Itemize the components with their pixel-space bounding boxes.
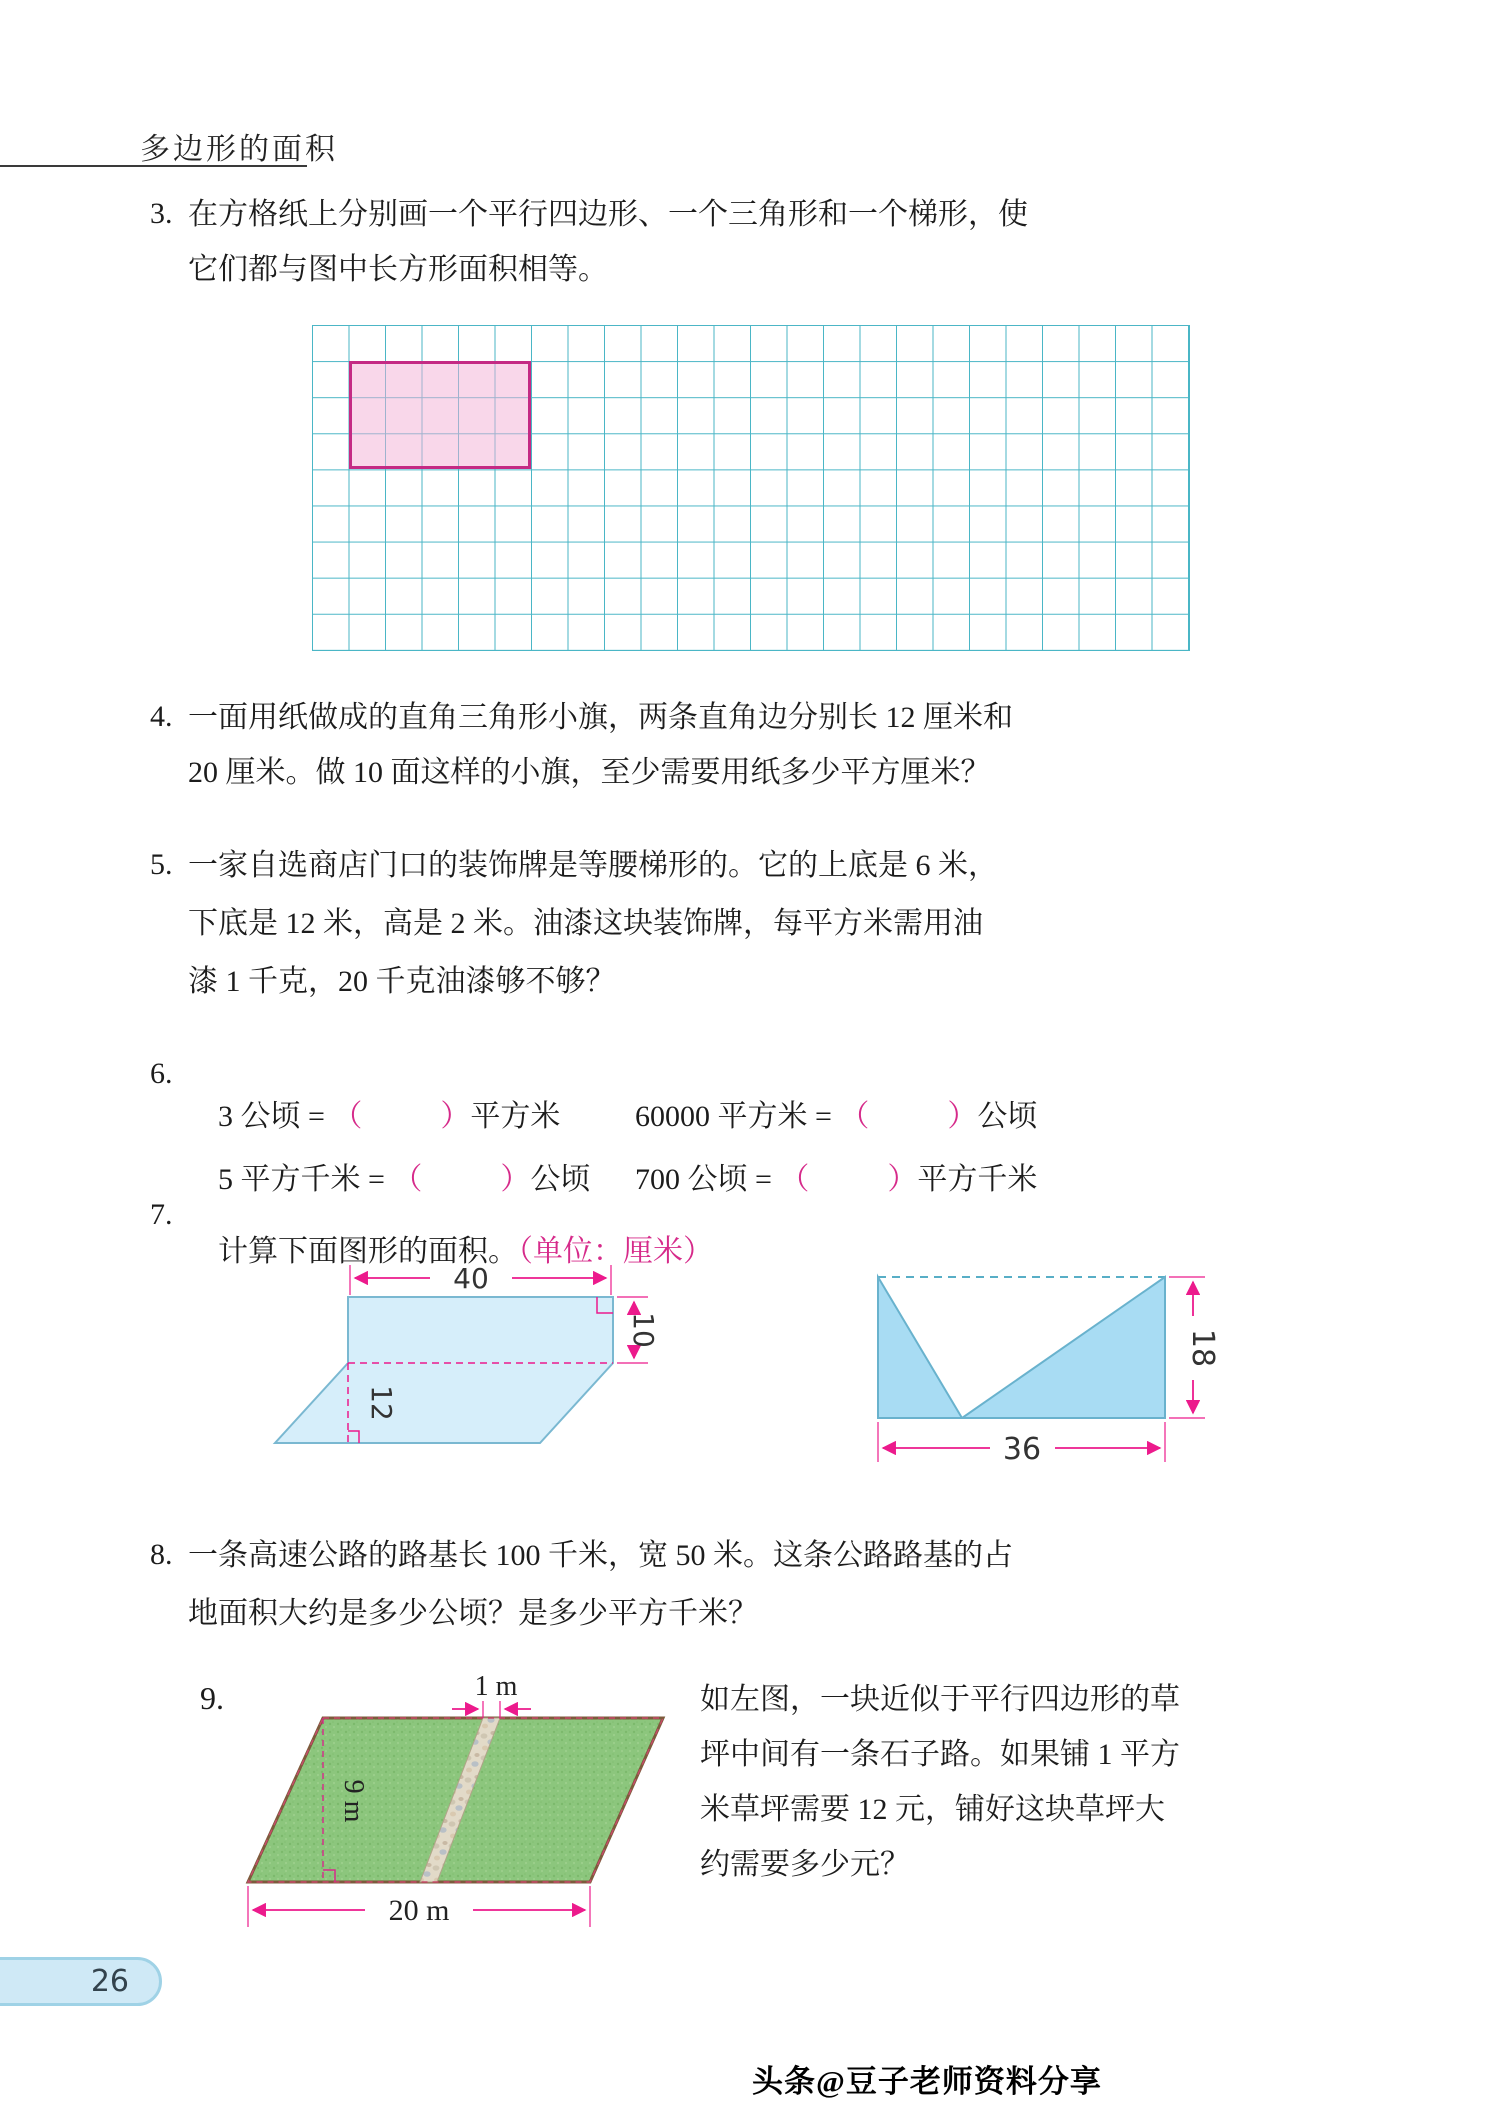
dim-label-9m: 9 m [338, 1779, 369, 1823]
paren-close: ） [500, 1163, 531, 1196]
dim-label-40: 40 [453, 1262, 489, 1295]
q4-line1: 一面用纸做成的直角三角形小旗，两条直角边分别长 12 厘米和 [188, 701, 1013, 734]
q3-line1: 在方格纸上分别画一个平行四边形、一个三角形和一个梯形，使 [188, 198, 1028, 231]
page-header-title: 多边形的面积 [140, 133, 338, 166]
q8-line1: 一条高速公路的路基长 100 千米，宽 50 米。这条公路路基的占 [188, 1539, 1013, 1572]
q6-item-1-pre: 3 公顷 = [218, 1100, 333, 1133]
q7-unit-note: （单位：厘米） [518, 1235, 713, 1268]
dim-label-20m: 20 m [388, 1894, 450, 1927]
q6-item-3-post: 公顷 [530, 1163, 591, 1196]
q5-line1: 一家自选商店门口的装饰牌是等腰梯形的。它的上底是 6 米， [188, 849, 998, 882]
paren-open: （ [839, 1100, 870, 1133]
q3-line2: 它们都与图中长方形面积相等。 [188, 253, 608, 286]
q8-number: 8. [150, 1538, 173, 1571]
q5-number: 5. [150, 848, 173, 881]
paren-close: ） [440, 1100, 471, 1133]
paren-open: （ [392, 1163, 423, 1196]
page-number-pill: 26 [0, 1957, 162, 2006]
q9-line4: 约需要多少元？ [700, 1848, 910, 1881]
dim-label-1m: 1 m [474, 1671, 518, 1702]
dim-label-10: 10 [627, 1312, 660, 1348]
composite-shape [275, 1297, 613, 1443]
q6-item-2-post: 公顷 [977, 1100, 1038, 1133]
q5-line3: 漆 1 千克，20 千克油漆够不够？ [188, 965, 616, 998]
dim-label-18: 18 [1185, 1328, 1220, 1368]
q4-number: 4. [150, 700, 173, 733]
paren-close: ） [947, 1100, 978, 1133]
q5-line2: 下底是 12 米，高是 2 米。油漆这块装饰牌，每平方米需用油 [188, 907, 983, 940]
q3-number: 3. [150, 197, 173, 230]
q9-number: 9. [200, 1680, 224, 1716]
q6-number: 6. [150, 1057, 173, 1090]
highlighted-rectangle [349, 361, 532, 469]
q7-title-text: 计算下面图形的面积。 [218, 1235, 518, 1268]
q6-item-4-pre: 700 公顷 = [635, 1163, 780, 1196]
q4-line2: 20 厘米。做 10 面这样的小旗，至少需要用纸多少平方厘米？ [188, 756, 991, 789]
q9-line3: 米草坪需要 12 元，铺好这块草坪大 [700, 1793, 1165, 1826]
dim-label-12: 12 [365, 1385, 398, 1421]
q8-line2: 地面积大约是多少公顷？是多少平方千米？ [188, 1597, 758, 1630]
grid-paper [312, 325, 1190, 651]
paren-close: ） [887, 1163, 918, 1196]
q6-item-2-pre: 60000 平方米 = [635, 1100, 840, 1133]
q6-item-3-pre: 5 平方千米 = [218, 1163, 393, 1196]
q6-item-4-post: 平方千米 [917, 1163, 1038, 1196]
q7-number: 7. [150, 1198, 173, 1231]
dim-label-36: 36 [1002, 1432, 1042, 1467]
paren-open: （ [332, 1100, 363, 1133]
paren-open: （ [779, 1163, 810, 1196]
q9-line2: 坪中间有一条石子路。如果铺 1 平方 [700, 1738, 1180, 1771]
q9-figure-lawn [160, 1665, 680, 1995]
q6-item-1-post: 平方米 [470, 1100, 561, 1133]
right-triangle [962, 1277, 1165, 1418]
q9-line1: 如左图，一块近似于平行四边形的草 [700, 1683, 1180, 1716]
left-triangle [878, 1277, 962, 1418]
q7-figure-right [850, 1250, 1260, 1485]
q7-figure-left [230, 1255, 700, 1490]
watermark-text: 头条@豆子老师资料分享 [752, 2064, 1102, 2099]
